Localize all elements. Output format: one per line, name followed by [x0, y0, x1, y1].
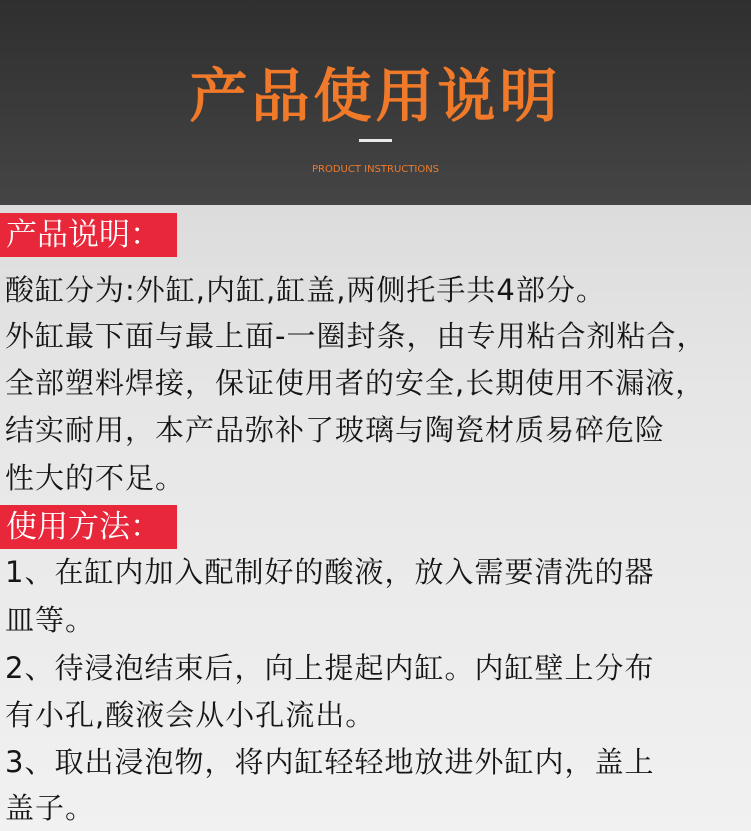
page-title: 产品使用说明 [189, 62, 562, 130]
section-tag-usage: 使用方法： [0, 505, 177, 549]
description-line: 性大的不足。 [5, 461, 186, 495]
usage-line: 3、取出浸泡物，将内缸轻轻地放进外缸内，盖上 [5, 745, 655, 779]
usage-line: 盖子。 [5, 791, 96, 825]
header-banner [0, 0, 751, 205]
page-subtitle: PRODUCT INSTRUCTIONS [311, 164, 440, 175]
usage-line: 1、在缸内加入配制好的酸液，放入需要清洗的器 [5, 555, 655, 589]
usage-line: 有小孔,酸液会从小孔流出。 [5, 698, 376, 732]
description-line: 外缸最下面与最上面-一圈封条，由专用粘合剂粘合， [5, 319, 707, 353]
description-line: 结实耐用，本产品弥补了玻璃与陶瓷材质易碎危险 [5, 413, 666, 447]
section-tag-description: 产品说明： [0, 213, 177, 257]
description-line: 全部塑料焊接，保证使用者的安全,长期使用不漏液， [5, 366, 706, 400]
title-divider [359, 139, 392, 142]
usage-line: 皿等。 [5, 603, 96, 637]
description-line: 酸缸分为:外缸,内缸,缸盖,两侧托手共4部分。 [5, 273, 606, 307]
usage-line: 2、待浸泡结束后，向上提起内缸。内缸壁上分布 [5, 651, 655, 685]
